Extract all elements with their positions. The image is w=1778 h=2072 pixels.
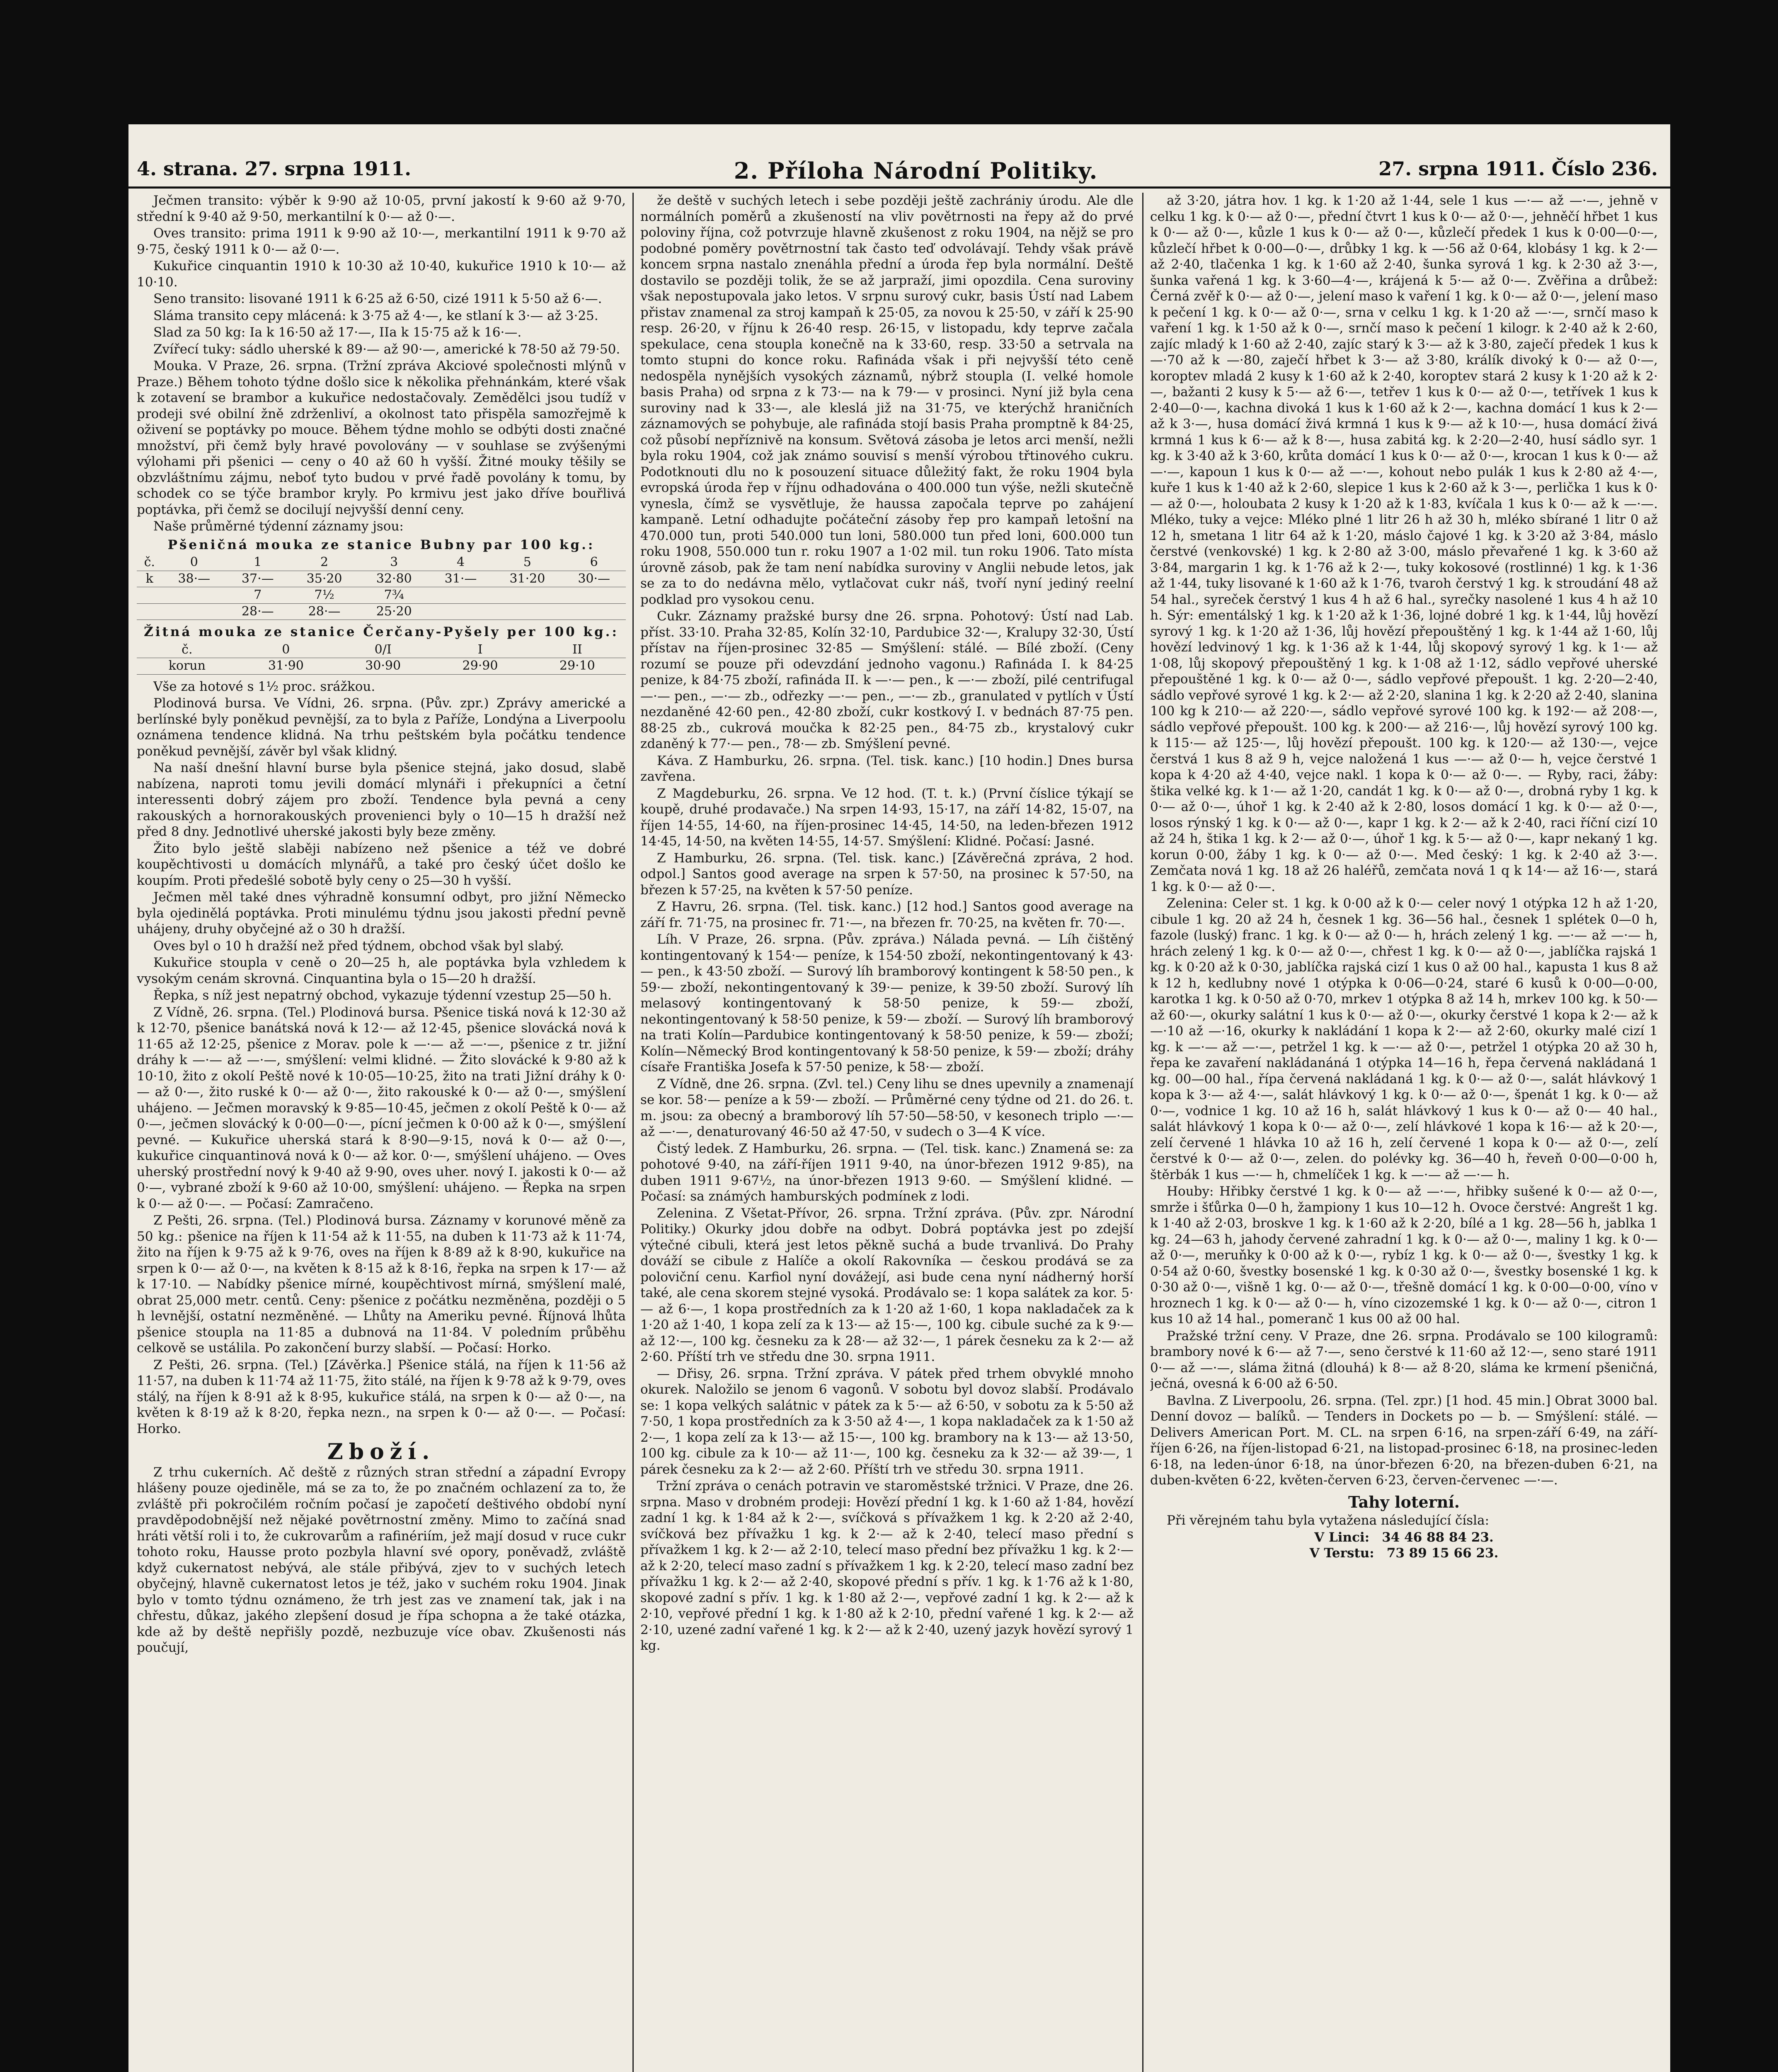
table-row	[137, 587, 626, 604]
paragraph: Bavlna. Z Liverpoolu, 26. srpna. (Tel. zpr.) [1 hod. 45 min.] Obrat 3000 bal. Denní dovoz — balíků. — Tenders in Dockets po — b. — Smýšlení: stálé. — Delivers American Port. M. CL. na srpen 6·16, na srpen-září 6·49, na září-říjen 6·26, na říjen-listopad 6·21, na listopad-prosinec 6·18, na prosinec-leden 6·18, na leden-únor 6·18, na únor-březen 6·20, na březen-duben 6·21, na duben-květen 6·22, květen-červen 6·23, červen-červenec —·—.	[1150, 1393, 1658, 1488]
paragraph: Z Magdeburku, 26. srpna. Ve 12 hod. (T. t. k.) (První číslice týkají se koupě, druhé prodavače.) Na srpen 14·93, 15·17, na září 14·82, 15·07, na říjen 14·55, 14·60, na říjen-prosinec 14·45, 14·50, na leden-březen 1912 14·45, 14·50, na květen 14·55, 14·57. Smýšlení: Klidné. Počasí: Jasné.	[640, 786, 1134, 849]
table-cell: 32·80	[359, 571, 429, 587]
table-cell: 35·20	[290, 571, 359, 587]
paragraph: Seno transito: lisované 1911 k 6·25 až 6·50, cizé 1911 k 5·50 až 6·—.	[153, 291, 602, 306]
paragraph: Z Pešti, 26. srpna. (Tel.) [Závěrka.] Pšenice stálá, na říjen k 11·56 až 11·57, na duben k 11·74 až 11·75, žito stálé, na říjen k 9·78 až k 9·79, oves stálý, na říjen k 8·91 až k 8·95, kukuřice stálá, na srpen k 0·— až 0·—, na květen k 8·19 až k 8·20, řepka nezn., na srpen k 0·— až 0·—. — Počasí: Horko.	[137, 1357, 626, 1436]
rye-flour-table	[137, 642, 626, 675]
table-cell: korun	[137, 658, 237, 675]
table-cell: 5	[492, 554, 562, 571]
table-cell: 2	[290, 554, 359, 571]
paragraph: Vše za hotové s 1½ proc. srážkou.	[153, 679, 375, 694]
table-cell: 31·—	[429, 571, 493, 587]
paragraph: Na naší dnešní hlavní burse byla pšenice stejná, jako dosud, slabě nabízena, naproti tomu jevili domácí mlynáři i překupníci a četní interessenti dobrý zájem pro zboží. Tendence byla pevná a ceny rakouských a hornorakouských provenienci byly o 10—15 h dražší než před 8 dny. Jednotlivé uherské jakosti byly beze změny.	[137, 760, 626, 839]
paragraph: Kukuřice cinquantin 1910 k 10·30 až 10·40, kukuřice 1910 k 10·— až 10·10.	[137, 259, 626, 290]
paragraph: Houby: Hřibky čerstvé 1 kg. k 0·— až —·—, hřibky sušené k 0·— až 0·—, smrže i šťůrka 0—0 h, žampiony 1 kus 10—12 h. Ovoce čerstvé: Angrešt 1 kg. k 1·40 až 2·03, broskve 1 kg. k 1·60 až k 2·20, bílé a 1 kg. 28—56 h, jablka 1 kg. 24—63 h, jahody červené zahradní 1 kg. k 0·— až 0·—, maliny 1 kg. k 0·— až 0·—, meruňky k 0·00 až k 0·—, rybíz 1 kg. k 0·— až 0·—, švestky 1 kg. k 0·54 až 0·60, švestky bosenské 1 kg. k 0·30 až 0·—, švestky bosenské 1 kg. k 0·30 až 0·—, višně 1 kg. 0·— až 0·—, třešně domácí 1 kg. k 0·00—0·00, víno v hroznech 1 kg. k 0·— až 0·— h, víno cizozemské 1 kg. k 0·— až 0·—, citron 1 kus 10 až 14 hal., pomeranč 1 kus 00 až 00 hal.	[1150, 1184, 1658, 1326]
paragraph: Řepka, s níž jest nepatrný obchod, vykazuje týdenní vzestup 25—50 h.	[153, 988, 612, 1003]
table-cell: 29·90	[431, 658, 528, 675]
table-cell: 3	[359, 554, 429, 571]
paragraph: Ječmen transito: výběr k 9·90 až 10·05, první jakostí k 9·60 až 9·70, střední k 9·40 až 9·50, merkantilní k 0·— až 0·—.	[137, 193, 626, 224]
paragraph: Mouka. V Praze, 26. srpna. (Tržní zpráva Akciové společnosti mlýnů v Praze.) Během tohoto týdne došlo sice k několika přehnánkám, které však k zotavení se brambor a kukuřice nedostačovaly. Zemědělci jsou tudíž v prodeji své obilní žně zdrženliví, a okolnost tato přispěla samozřejmě k oživení se poptávky po mouce. Během týdne mohlo se odbýti dosti značné množství, při čemž byly hravé povolovány — v souhlase se zvýšenými výlohami při pšenici — ceny o 40 až 60 h vyšší. Žitné mouky těšily se obzvláštnímu zájmu, neboť tyto budou v prvé řadě povolány k tomu, by schodek co se týče brambor kryly. Po krmivu jest jako dříve bouřlivá poptávka, při čemž se docilují nejvyšší denní ceny.	[137, 358, 626, 517]
paragraph: Slad za 50 kg: Ia k 16·50 až 17·—, IIa k 15·75 až k 16·—.	[153, 325, 522, 340]
table-cell	[492, 603, 562, 620]
column-2	[640, 193, 1134, 2072]
paragraph: Z Vídně, dne 26. srpna. (Zvl. tel.) Ceny lihu se dnes upevnily a znamenají se kor. 58·— peníze a k 59·— zboží. — Průměrné ceny týdne od 21. do 26. t. m. jsou: za obecný a bramborový líh 57·50—58·50, v kesonech triplo —·— až —·—, denaturovaný 46·50 až 47·50, v sudech o 3—4 K více.	[640, 1076, 1134, 1139]
table-cell: 7¾	[359, 587, 429, 604]
header-title: 2. Příloha Národní Politiky.	[734, 157, 1098, 184]
table-cell: 37·—	[226, 571, 290, 587]
table-cell: 7	[226, 587, 290, 604]
table-cell	[429, 587, 493, 604]
wheat-flour-table	[137, 554, 626, 620]
paragraph: Z trhu cukerních. Ač deště z různých stran střední a západní Evropy hlášeny pouze ojediněle, má se za to, že po značném ochlazení za to, že zvláště při pokročilém ročním počasí je započetí deštivého období nyní pravděpodobnější než nějaké povětrnostní změny. Mimo to začíná snad hráti větší roli i to, že cukrovarům a rafinériím, jež mají dosud v ruce cukr tohoto roku, Hausse proto pozbyla hlavní své opory, poněvadž, zvláště když cukernatost nebývá, ale stále přibývá, zjev to v suchých letech obyčejný, hlavně cukernatost letos je též, jako v suchém roku 1904. Jinak bylo v tomto týdnu oznámeno, že trh jest zas ve znamení tak, jak i na chřestu, důkaz, jakého zlepšení dosud je řípa schopna a že také otázka, kde až by deště nepřišly pozdě, nezbuzuje více obav. Zkušenosti nás poučují,	[137, 1464, 626, 1655]
table-cell: 25·20	[359, 603, 429, 620]
table-row	[137, 571, 626, 587]
paragraph: Z Pešti, 26. srpna. (Tel.) Plodinová bursa. Záznamy v korunové měně za 50 kg.: pšenice na říjen k 11·54 až k 11·55, na duben k 11·73 až k 11·74, žito na říjen k 9·75 až k 9·76, oves na říjen k 8·89 až k 8·90, kukuřice na srpen k 0·— až 0·—, na květen k 8·15 až k 8·16, řepka na srpen k 17·— až k 17·10. — Nabídky pšenice mírné, koupěchtivost mírná, smýšlení malé, obrat 25,000 metr. centů. Ceny: pšenice z počátku nezměněna, později o 5 h levnější, ostatní nezměněné. — Lhůty na Ameriku pevné. Říjnová lhůta pšenice stoupla na 11·85 a dubnová na 11·84. V poledním průběhu celkově se ustálila. Po zakončení burzy slabší. — Počasí: Horko.	[137, 1213, 626, 1356]
lottery-row	[1150, 1545, 1658, 1561]
header-date-right: 27. srpna 1911. Číslo 236.	[1378, 157, 1658, 180]
paragraph: Ječmen měl také dnes výhradně konsumní odbyt, pro jižní Německo byla ojedinělá poptávka. Proti minulému týdnu jsou jakosti přední pevně uhájeny, druhy obyčejné až o 30 h dražší.	[137, 890, 626, 937]
table-cell: 30·—	[562, 571, 626, 587]
lottery-row	[1150, 1530, 1658, 1546]
table-row	[137, 658, 626, 675]
paragraph: Cukr. Záznamy pražské bursy dne 26. srpna. Pohotový: Ústí nad Lab. příst. 33·10. Praha 32·85, Kolín 32·10, Pardubice 32·—, Kralupy 32·30, Ústí přístav na říjen-prosinec 32·85 — Smýšlení: stálé. — Bílé zboží. (Ceny rozumí se pouze při odevzdání jednoho vagonu.) Rafináda I. k 84·25 penize, k 84·75 zboží, rafináda II. k —·— pen., k —·— zboží, pilé centrifugal —·— pen., —·— zb., odřezky —·— pen., —·— zb., granulated v pytlích v Ústí nezdaněné 42·60 pen., 42·80 zboží, cukr kostkový I. v bednách 87·75 pen. 88·25 zb., cukrová moučka k 82·25 pen., 84·75 zb., krystalový cukr zdaněný k 77·— pen., 78·— zb. Smýšlení pevné.	[640, 609, 1134, 751]
paragraph: Zelenina: Celer st. 1 kg. k 0·00 až k 0·— celer nový 1 otýpka 12 h až 1·20, cibule 1 kg. 20 až 24 h, česnek 1 kg. 36—56 hal., česnek 1 splétek 0—0 h, fazole (luský) franc. 1 kg. k 0·— až 0·— h, hrách zelený 1 kg. —·— až —·— h, hrách zelený 1 kg. k 0·— až 0·—, chřest 1 kg. k 0·— až 0·—, jablíčka rajská 1 kg. k 0·20 až k 0·30, jablíčka rajská cizí 1 kus 0 až 00 hal., kapusta 1 kus 8 až k 12 h, kedlubny nové 1 otýpka k 0·06—0·24, staré 6 kusů k 0·00—0·00, karotka 1 kg. k 0·50 až 0·70, mrkev 1 otýpka 8 až 14 h, mrkev 100 kg. k 50·— až 60·—, okurky salátní 1 kus k 0·— až 0·—, okurky čerstvé 1 kopa k 2·— až k —·10 až —·16, okurky k nakládání 1 kopa k 2·— až 2·60, okurky malé cizí 1 kg. k —·— až —·—, petržel 1 kg. k —·— až 0·—, petržel 1 otýpka 20 až 30 h, řepa ke zavaření nakládanáná 1 otýpka 14—16 h, řepa červená nakládaná 1 kg. 00—00 hal., řípa červená nakládaná 1 kg. k 0·— až 0·—, salát hlávkový 1 kopa k 3·— až 4·—, salát hlávkový 1 kg. k 0·— až 0·—, špenát 1 kg. k 0·— až 0·—, vodnice 1 kg. 10 až 16 h, salát hlávkový 1 kus k 0·— až 0·— 40 hal., salát hlávkový 1 kopa k 0·— až 0·—, zelí hlávkové 1 kopa k 16·— až k 20·—, zelí červené 1 hlávka 10 až 16 h, zelí červené 1 kopa k 0·— až 0·—, zelí čerstvé k 0·— až 0·—, zelen. do polévky kg. 36—40 h, řeveň 0·00—0·00 h, štěrbák 1 kus —·— h, chmelíček 1 kg. k —·— až —·— h.	[1150, 896, 1658, 1182]
paragraph: Oves byl o 10 h dražší než před týdnem, obchod však byl slabý.	[153, 938, 564, 954]
table-cell: 4	[429, 554, 493, 571]
table-cell: 0	[237, 642, 334, 658]
column-3	[1150, 193, 1658, 2072]
table-cell: k	[137, 571, 162, 587]
paragraph: Tržní zpráva o cenách potravin ve staroměstské tržnici. V Praze, dne 26. srpna. Maso v drobném prodeji: Hovězí přední 1 kg. k 1·60 až 1·84, hovězí zadní 1 kg. k 1·84 až k 2·—, svíčková s přívažkem 1 kg. k 2·20 až 2·40, svíčková bez přívažku 1 kg. k 2·— až k 2·40, telecí maso přední s přívažkem 1 kg. k 2·— až 2·10, telecí maso přední bez přívažku 1 kg. k 2·— až k 2·20, telecí maso zadní s přívažkem 1 kg. k 2·20, telecí maso zadní bez přívažku 1 kg. k 2·— až 2·40, skopové přední s přív. 1 kg. k 1·76 až k 1·80, skopové zadní s přív. 1 kg. k 1·80 až 2·—, vepřové zadní 1 kg. k 2·— až k 2·10, vepřové přední 1 kg. k 1·80 až k 2·10, přední vařené 1 kg. k 2·— až 2·10, uzené zadní vařené 1 kg. k 2·— až k 2·40, uzený jazyk hovězí syrový 1 kg.	[640, 1479, 1134, 1653]
table-cell	[562, 587, 626, 604]
table-cell	[562, 603, 626, 620]
lottery-intro: Při věrejném tahu byla vytažena následující čísla:	[1167, 1513, 1490, 1528]
paragraph: že deště v suchých letech i sebe později ještě zachrániy úrodu. Ale dle normálních poměrů a zkušeností na vliv povětrnosti na řepy až do prvé poloviny října, což potvrzuje hlavně zkušenost z roku 1904, na nějž se pro podobné poměry povětrnostní tak často teď odvolávají. Tehdy však právě koncem srpna nastalo znenáhla přední a úroda řep byla normální. Deště dostavilo se později tolik, že se až jarpraží, jimi opozdila. Cena suroviny však nepostupovala jako letos. V srpnu surový cukr, basis Ústí nad Labem přistav znamenal za stroj kampaň k 25·05, za novou k 25·50, v září k 25·90 resp. 26·20, v říjnu k 26·40 resp. 26·15, v listopadu, kdy teprve začala spekulace, cena stoupla konečně na k 33·60, resp. 33·50 a setrvala na tomto stupni do konce roku. Rafináda však i při nejvyšší této ceně nedospěla nynějších vysokých záznamů, nýbrž stoupla (I. velké homole basis Praha) od srpna z k 73·— na k 79·— v prosinci. Nyní již byla cena suroviny nad k 33·—, ale kleslá již na 31·75, ve kterýchž hraničních záznamových se pohybuje, ale rafináda stojí basis Praha promptně k 84·25, což působí nepříznivě na konsum. Světová zásoba je letos arci menší, nežli byla roku 1904, což jak známo souvisí s menší výrobou třtinového cukru. Podotknouti dlu no k posouzení situace důležitý fakt, že roku 1904 byla evropská úroda řep v říjnu odhadována o 400.000 tun výše, nežli skutečně vynesla, čímž se vysvětluje, že haussa započala teprve po zahájení kampaně. Letní odhadujte počáteční zásoby řep pro kampaň letošní na 470.000 tun, proti 540.000 tun loni, 580.000 tun před loni, 600.000 tun roku 1908, 550.000 tun r. roku 1907 a 1·02 mil. tun roku 1906. Tato místa úrovně zásob, pak že tam není nabídka suroviny v Anglii nebude letos, jak se za to do nedávna mělo, vytlačovat cukr náš, tvoří nyní jediný reelní podklad pro vysokou cenu.	[640, 193, 1134, 607]
paragraph: Sláma transito cepy mlácená: k 3·75 až 4·—, ke stlaní k 3·— až 3·25.	[153, 308, 598, 323]
paragraph: Zelenina. Z Všetat-Přívor, 26. srpna. Tržní zpráva. (Pův. zpr. Národní Politiky.) Okurky jdou dobře na odbyt. Dobrá poptávka jest po zdejší výtečné cibuli, která jest letos pěkně suchá a bude trvanlivá. Do Prahy dováží se cibule z Halíče a okolí Rakovníka — českou prodává se za poloviční cenu. Karfiol nyní dovážejí, asi bude cena nyní nádherný horší také, ale cena skorem stejné vysoká. Prodávalo se: 1 kopa salátek za kor. 5·— až 6·—, 1 kopa prostředních za k 1·20 až 1·60, 1 kopa nakladaček za k 1·20 až 1·40, 1 kopa zelí za k 13·— až 15·—, 100 kg. cibule suché za k 9·— až 12·—, 100 kg. česneku za k 28·— až 32·—, 1 párek česneku za k 2·— až 2·60. Příští trh ve středu dne 30. srpna 1911.	[640, 1205, 1134, 1364]
section-heading: Zboží.	[327, 1439, 436, 1464]
table-cell	[429, 603, 493, 620]
table-cell	[137, 587, 162, 604]
paragraph: Kukuřice stoupla v ceně o 20—25 h, ale poptávka byla vzhledem k vysokým cenám skrovná. Cinquantina byla o 15—20 h dražší.	[137, 955, 626, 986]
table-cell: č.	[137, 554, 162, 571]
paragraph: Zvířecí tuky: sádlo uherské k 89·— až 90·—, americké k 78·50 až 79·50.	[153, 341, 620, 357]
table-cell	[162, 587, 226, 604]
table-cell: 30·90	[334, 658, 431, 675]
lottery-place: V Linci:	[1314, 1530, 1370, 1545]
table-cell: 29·10	[529, 658, 626, 675]
table-cell	[162, 603, 226, 620]
lottery-numbers: 73 89 15 66 23.	[1386, 1546, 1499, 1561]
paragraph: Z Hamburku, 26. srpna. (Tel. tisk. kanc.) [Závěrečná zpráva, 2 hod. odpol.] Santos good average na srpen k 57·50, na prosinec k 57·50, na březen k 57·25, na květen k 57·50 peníze.	[640, 850, 1134, 898]
paragraph: Čistý ledek. Z Hamburku, 26. srpna. — (Tel. tisk. kanc.) Znamená se: za pohotové 9·40, na září-říjen 1911 9·40, na únor-březen 1912 9·85), na duben 1911 9·67½, na únor-březen 1913 9·60. — Smýšlení klidné. — Počasí: sa známých hamburských podmínek z lodi.	[640, 1141, 1134, 1204]
table-cell: I	[431, 642, 528, 658]
table-cell: II	[529, 642, 626, 658]
lottery-results	[1150, 1530, 1658, 1561]
column-1	[137, 193, 626, 2072]
table-cell: 0	[162, 554, 226, 571]
table-title: Pšeničná mouka ze stanice Bubny par 100 kg.:	[167, 537, 595, 552]
page-header	[128, 157, 1670, 189]
lottery-heading: Tahy loterní.	[1348, 1492, 1460, 1511]
table-cell: 31·20	[492, 571, 562, 587]
paragraph: Líh. V Praze, 26. srpna. (Pův. zpráva.) Nálada pevná. — Líh čištěný kontingentovaný k 154·— peníze, k 154·50 zboží, nekontingentovaný k 43·— pen., k 43·50 zboží. — Surový líh bramborový kontingent k 58·50 pen., k 59·— zboží, nekontingentovaný k 39·— penize, k 39·50 zboží. Surový líh melasový kontingentovaný k 58·50 penize, k 59·— zboží, nekontingentovaný k 58·50 penize, k 59·— zboží. — Surový líh bramborový na trati Kolín—Pardubice kontingentovaný k 58·50 penize, k 59·— zboží; Kolín—Německý Brod kontingentovaný k 58·50 penize, k 59·— zboží; dráhy císaře Františka Josefa k 57·50 penize, k 58·— zboží.	[640, 932, 1134, 1075]
table-title: Žitná mouka ze stanice Čerčany-Pyšely per 100 kg.:	[144, 625, 619, 639]
table-cell: 6	[562, 554, 626, 571]
table-cell: 0/I	[334, 642, 431, 658]
paragraph: Z Havru, 26. srpna. (Tel. tisk. kanc.) [12 hod.] Santos good average na září fr. 71·75, na prosinec fr. 71·—, na březen fr. 70·25, na květen fr. 70·—.	[640, 899, 1134, 930]
table-cell: 7½	[290, 587, 359, 604]
table-cell	[492, 587, 562, 604]
table-cell: č.	[137, 642, 237, 658]
lottery-numbers: 34 46 88 84 23.	[1382, 1530, 1494, 1545]
lottery-place: V Terstu:	[1309, 1546, 1374, 1561]
table-cell: 28·—	[226, 603, 290, 620]
table-cell	[137, 603, 162, 620]
table-cell: 28·—	[290, 603, 359, 620]
paragraph: Naše průměrné týdenní záznamy jsou:	[153, 519, 404, 534]
paragraph: Z Vídně, 26. srpna. (Tel.) Plodinová bursa. Pšenice tiská nová k 12·30 až k 12·70, pšenice banátská nová k 12·— až 12·45, pšenice slovácká nová k 11·65 až 12·25, pšenice z Morav. pole k —·— až —·—, pšenice z tr. jižní dráhy k —·— až —·—, smýšlení: velmi klidné. — Žito slovácké k 9·80 až k 10·10, žito z okolí Peště nové k 10·05—10·25, žito na trati Jižní dráhy k 0·— až 0·—, žito ruské k 0·— až 0·—, žito rakouské k 0·— až 0·—, smýšlení uhájeno. — Ječmen moravský k 9·85—10·45, ječmen z okolí Peště k 0·— až 0·—, ječmen slovácký k 0·00—0·—, pícní ječmen k 0·00 až k 0·—, smýšlení pevné. — Kukuřice uherská stará k 8·90—9·15, nová k 0·— až 0·—, kukuřice cinquantinová nová k 0·— až kor. 0·—, smýšlení uhájeno. — Oves uherský prostřední nový k 9·40 až 9·90, oves uher. nový I. jakosti k 0·— až 0·—, vybrané zboží k 9·60 až 10·00, smýšlení: uhájeno. — Řepka na srpen k 0·— až 0·—. — Počasí: Zamračeno.	[137, 1005, 626, 1211]
table-row	[137, 642, 626, 658]
header-date-left: 4. strana. 27. srpna 1911.	[137, 157, 412, 180]
paragraph: — Dřisy, 26. srpna. Tržní zpráva. V pátek před trhem obvyklé mnoho okurek. Naložilo se jenom 6 vagonů. V sobotu byl dovoz slabší. Prodávalo se: 1 kopa velkých salátnic v pátek za k 5·— až 6·50, v sobotu za k 5·50 až 7·50, 1 kopa prostředních za k 3·50 až 4·—, 1 kopa nakladaček za k 1·50 až 2·—, 1 kopa zelí za k 13·— až 15·—, 100 kg. brambory na k 13·— až 13·50, 100 kg. cibule za k 10·— až 11·—, 100 kg. česneku za k 32·— až 39·—, 1 párek česneku za k 2·— až 2·60. Příští trh ve středu 30. srpna 1911.	[640, 1366, 1134, 1477]
table-row	[137, 554, 626, 571]
paragraph: Káva. Z Hamburku, 26. srpna. (Tel. tisk. kanc.) [10 hodin.] Dnes bursa zavřena.	[640, 753, 1134, 784]
paragraph: Pražské tržní ceny. V Praze, dne 26. srpna. Prodávalo se 100 kilogramů: brambory nové k 6·— až 7·—, seno čerstvé k 11·60 až 12·—, seno staré 1911 0·— až —·—, sláma žitná (dlouhá) k 8·— až 8·20, sláma ke krmení pšeničná, ječná, ovesná k 6·00 až 6·50.	[1150, 1328, 1658, 1391]
paragraph: Oves transito: prima 1911 k 9·90 až 10·—, merkantilní 1911 k 9·70 až 9·75, český 1911 k 0·— až 0·—.	[137, 226, 626, 257]
column-divider	[632, 193, 634, 2072]
newspaper-page	[128, 124, 1670, 2072]
column-divider	[1142, 193, 1143, 2072]
table-row	[137, 603, 626, 620]
paragraph: Žito bylo ještě slaběji nabízeno než pšenice a též ve dobré koupěchtivosti u domácích mlynářů, a také pro český účet došlo ke koupím. Proti předešlé sobotě byly ceny o 25—30 h vyšší.	[137, 841, 626, 888]
paragraph: Plodinová bursa. Ve Vídni, 26. srpna. (Pův. zpr.) Zprávy americké a berlínské byly poněkud pevnější, za to byla z Paříže, Londýna a Liverpoolu oznámena tendence klidná. Na trhu peštském byla počátku tendence poněkud pevnější, závěr byl však klidný.	[137, 696, 626, 759]
table-cell: 31·90	[237, 658, 334, 675]
table-cell: 1	[226, 554, 290, 571]
paragraph: až 3·20, játra hov. 1 kg. k 1·20 až 1·44, sele 1 kus —·— až —·—, jehně v celku 1 kg. k 0·— až 0·—, přední čtvrt 1 kus k 0·— až 0·—, jehněčí hřbet 1 kus k 0·— až 0·—, kůzle 1 kus k 0·— až 0·—, kůzlečí předek 1 kus k 0·00—0·—, kůzlečí hřbet k 0·00—0·—, drůbky 1 kg. k —·56 až 0·64, klobásy 1 kg. k 2·— až 2·40, tlačenka 1 kg. k 1·60 až 2·40, šunka syrová 1 kg. k 2·30 až 3·—, šunka vařená 1 kg. k 3·60—4·—, krájená k 5·— až 0·—. Zvěřina a drůbež: Černá zvěř k 0·— až 0·—, jelení maso k vaření 1 kg. k 0·— až 0·—, jelení maso k pečení 1 kg. k 0·— až 0·—, srna v celku 1 kg. k 1·20 až —·—, srnčí maso k vaření 1 kg. k 1·50 až k 0·—, srnčí maso k pečení 1 kilogr. k 2·40 až k 2·60, zajíc mladý k 1·60 až 2·40, zajíc starý k 3·— až k 3·80, zaječí předek 1 kus k —·70 až k —·80, zaječí hřbet k 3·— až 3·80, králík divoký k 0·— až 0·—, koroptev mladá 2 kusy k 1·60 až k 2·40, koroptev stará 2 kusy k 1·20 až k 2·—, bažanti 2 kusy k 5·— až 6·—, tetřev 1 kus k 0·— až 0·—, tetřívek 1 kus k 2·40—0·—, kachna divoká 1 kus k 1·60 až k 2·—, kachna domácí 1 kus k 2·— až k 3·—, husa domácí živá krmná 1 kus k 9·— až k 10·—, husa domácí živá krmná 1 kus k 6·— až k 8·—, husa zabitá kg. k 2·20—2·40, husí sádlo syr. 1 kg. k 3·40 až k 3·60, krůta domácí 1 kus k 0·— až 0·—, krocan 1 kus k 0·— až —·—, kapoun 1 kus k 0·— až —·—, kohout nebo pulák 1 kus k 2·80 až 4·—, kuře 1 kus k 1·40 až k 2·60, slepice 1 kus k 2·60 až k 3·—, perlička 1 kus k 0·— až 0·—, holoubata 2 kusy k 1·20 až k 1·83, kvíčala 1 kus k 0·— až k —·—. Mléko, tuky a vejce: Mléko plné 1 litr 26 h až 30 h, mléko sbírané 1 litr 0 až 12 h, smetana 1 litr 64 až k 1·20, máslo čajové 1 kg. k 3·20 až 3·84, máslo čerstvé (venkovské) 1 kg. k 2·80 až 3·00, máslo převařené 1 kg. k 3·60 až 3·84, margarin 1 kg. k 1·76 až k 2·—, tuky kokosové (rostlinné) 1 kg. k 1·36 až 1·44, tuky lisované k 1·60 až k 1·76, tvaroh čerstvý 1 kg. k stroudání 48 až 54 hal., syreček čerstvý 1 kus 4 h až 6 hal., syrečky nasolené 1 kus 4 h až 10 h. Sýr: ementálský 1 kg. k 1·20 až k 1·36, lojné dobré 1 kg. k 1·44, lůj hovězí syrový 1 kg. k 1·20 až 1·36, lůj hovězí přepouštěný 1 kg. k 1·44 až 1·60, lůj hovězí ledvinový 1 kg. k 1·36 až k 1·44, lůj skopový syrový 1 kg. k 1·— až 1·08, lůj skopový přepouštěný 1 kg. k 1·08 až 1·12, sádlo vepřové uherské přepouštěné 1 kg. k 0·— až 0·—, sádlo vepřové přepoušt. 1 kg. 2·20—2·40, sádlo vepřové syrové 1 kg. k 2·— až 2·20, slanina 1 kg. k 2·20 až 2·40, slanina 100 kg k 210·— až 220·—, sádlo vepřové syrové 100 kg. k 192·— až 208·—, sádlo vepřové přepoušt. 100 kg. k 200·— až 216·—, lůj hovězí syrový 100 kg. k 115·— až 125·—, lůj hovězí přepoušt. 100 kg. k 120·— až 130·—, vejce čerstvá 1 kus 8 až 9 h, vejce naložená 1 kus —·— až 0·— h, vejce čerstvé 1 kopa k 4·20 až 4·40, vejce nakl. 1 kopa k 0·— až 0·—. — Ryby, raci, žáby: štika velké kg. k 1·— až 1·20, candát 1 kg. k 0·— až 0·—, drobná ryby 1 kg. k 0·— až 0·—, úhoř 1 kg. k 2·40 až k 2·80, losos domácí 1 kg. k 0·— až 0·—, losos rýnský 1 kg. k 0·— až 0·—, kapr 1 kg. k 2·— až k 2·40, raci říční cizí 10 až 24 h, štika 1 kg. k 2·— až 0·—, úhoř 1 kg. k 5·— až 0·—, kapr nekaný 1 kg. korun 0·00, žáby 1 kg. k 0·— až 0·—. Med český: 1 kg. k 2·40 až 3·—. Zemčata nová 1 kg. 18 až 26 haléřů, zemčata nová 1 q k 14·— až 16·—, stará 1 kg. k 0·— až 0·—.	[1150, 193, 1658, 894]
table-cell: 38·—	[162, 571, 226, 587]
